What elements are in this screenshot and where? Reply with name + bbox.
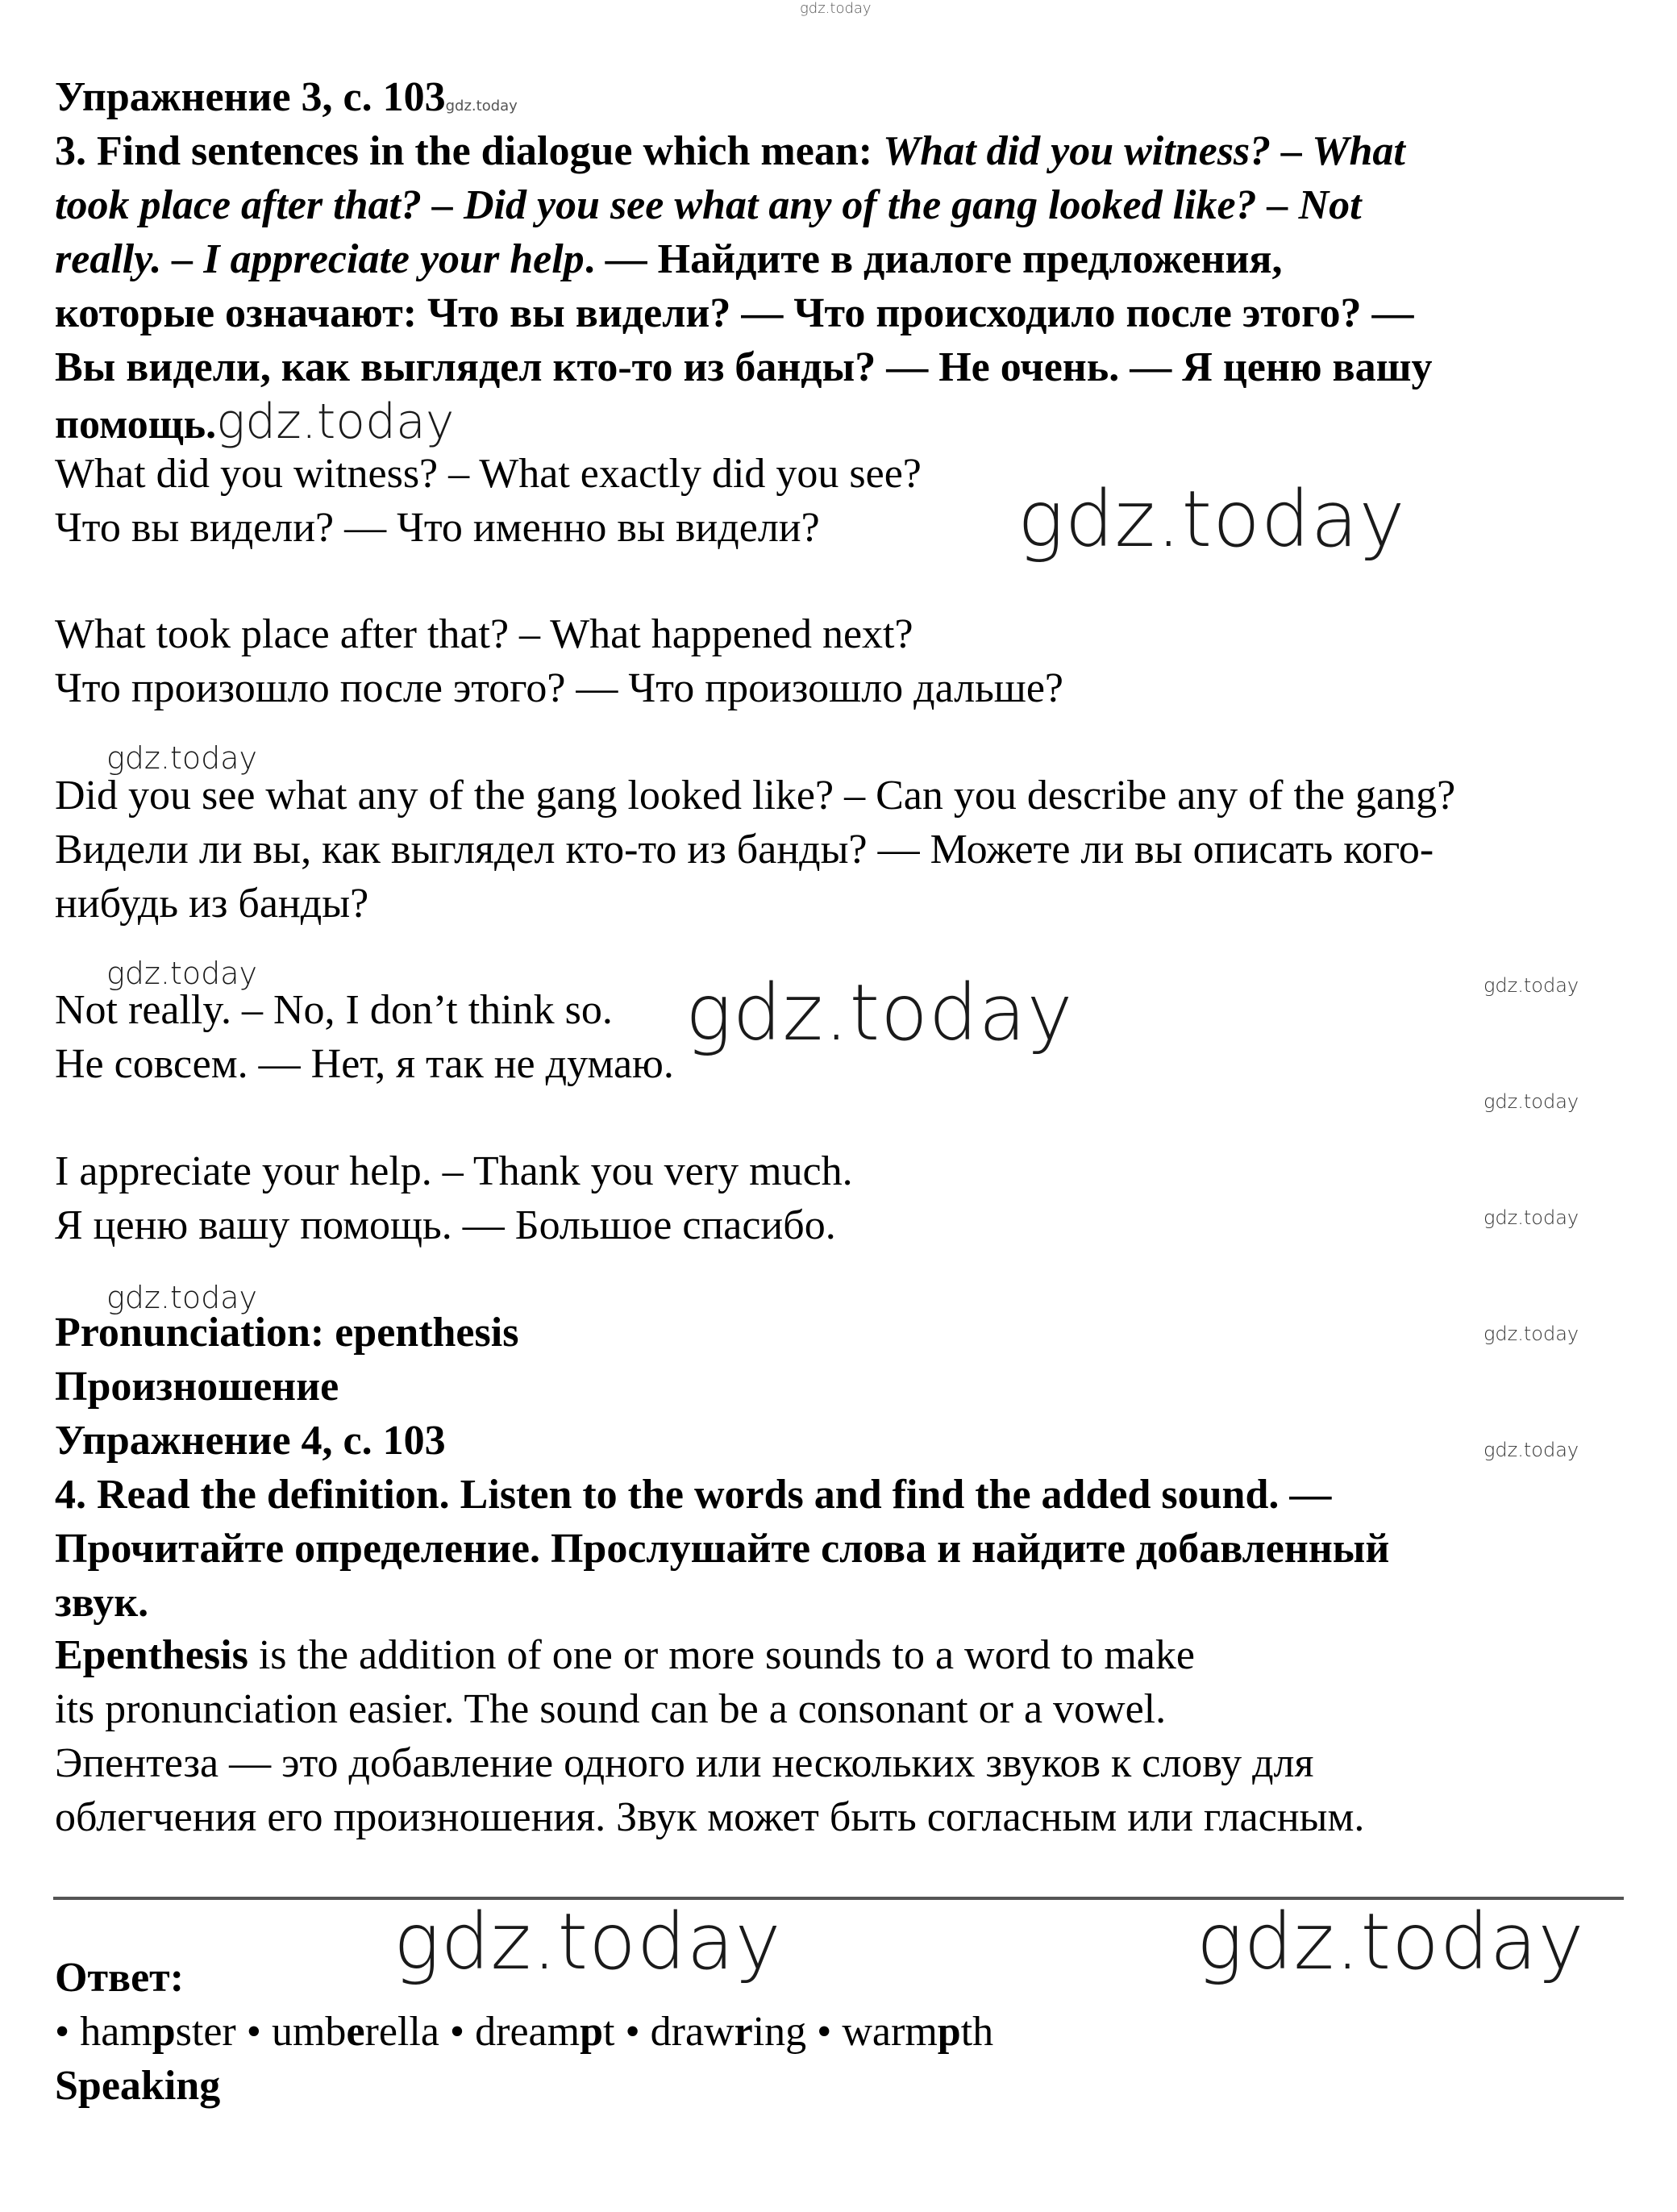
answer-word: • hampster	[55, 2009, 236, 2055]
inline-watermark: gdz.today	[216, 394, 455, 450]
pair-3-ru-cont: нибудь из банды?	[55, 881, 369, 927]
exercise3-task-line1: 3. Find sentences in the dialogue which mean: What did you witness? – What	[55, 128, 1405, 174]
exercise3-task-line2: took place after that? – Did you see what any of the gang looked like? – Not	[55, 182, 1362, 228]
pair-1-en: What did you witness? – What exactly did you see?	[55, 451, 922, 497]
exercise3-task-line4: которые означают: Что вы видели? — Что происходило после этого? —	[55, 290, 1414, 336]
watermark-large-3: gdz.today	[393, 1897, 782, 1987]
watermark-medium-1: gdz.today	[106, 740, 257, 776]
watermark-large-1: gdz.today	[1017, 474, 1406, 564]
pronunciation-title-ru: Произношение	[55, 1364, 339, 1410]
exercise4-task-line3: звук.	[55, 1580, 149, 1626]
answer-word: • drawring	[625, 2009, 807, 2055]
pair-5-en: I appreciate your help. – Thank you very much.	[55, 1148, 853, 1194]
answer-label: Ответ:	[55, 1955, 185, 2001]
speaking-heading: Speaking	[55, 2063, 221, 2109]
definition-term: Epenthesis	[55, 1632, 248, 1678]
answer-words	[55, 2007, 993, 2057]
watermark-small-4: gdz.today	[1484, 1323, 1579, 1345]
exercise3-task-line3: really. – I appreciate your help. — Найдите в диалоге предложения,	[55, 236, 1283, 282]
pair-2-ru: Что произошло после этого? — Что произошло дальше?	[55, 665, 1063, 711]
pair-3-ru: Видели ли вы, как выглядел кто-то из банды? — Можете ли вы описать кого-	[55, 827, 1434, 873]
pair-5-ru: Я ценю вашу помощь. — Большое спасибо.	[55, 1202, 836, 1248]
exercise3-heading: Упражнение 3, с. 103gdz.today	[55, 74, 518, 120]
watermark-medium-3: gdz.today	[106, 1280, 257, 1315]
pair-2-en: What took place after that? – What happened next?	[55, 611, 913, 657]
heading-site-tag: gdz.today	[445, 98, 518, 115]
exercise3-task-line6: помощь.gdz.today	[55, 394, 455, 450]
answer-word: • umberella	[246, 2009, 439, 2055]
definition-line2: its pronunciation easier. The sound can be a consonant or a vowel.	[55, 1686, 1167, 1732]
pair-3-en: Did you see what any of the gang looked like? – Can you describe any of the gang?	[55, 773, 1456, 819]
watermark-small-1: gdz.today	[1484, 974, 1579, 997]
watermark-small-5: gdz.today	[1484, 1439, 1579, 1461]
definition-ru-line1: Эпентеза — это добавление одного или нескольких звуков к слову для	[55, 1740, 1314, 1786]
exercise4-task-line1: 4. Read the definition. Listen to the words and find the added sound. —	[55, 1472, 1332, 1518]
pronunciation-title: Pronunciation: epenthesis	[55, 1310, 519, 1356]
pair-1-ru: Что вы видели? — Что именно вы видели?	[55, 505, 820, 551]
pair-4-en: Not really. – No, I don’t think so.	[55, 987, 613, 1033]
answer-word: • dreampt	[449, 2009, 615, 2055]
exercise4-task-line2: Прочитайте определение. Прослушайте слова и найдите добавленный	[55, 1526, 1390, 1572]
exercise3-task-line5: Вы видели, как выглядел кто-то из банды? — Не очень. — Я ценю вашу	[55, 344, 1433, 390]
definition-line1: Epenthesis is the addition of one or more sounds to a word to make	[55, 1632, 1195, 1678]
watermark-small-2: gdz.today	[1484, 1090, 1579, 1113]
exercise4-heading: Упражнение 4, с. 103	[55, 1418, 446, 1464]
pair-4-ru: Не совсем. — Нет, я так не думаю.	[55, 1041, 674, 1087]
top-site-tag: gdz.today	[800, 0, 872, 17]
watermark-large-2: gdz.today	[685, 968, 1074, 1058]
answer-word: • warmpth	[817, 2009, 994, 2055]
watermark-medium-2: gdz.today	[106, 956, 257, 991]
watermark-small-3: gdz.today	[1484, 1206, 1579, 1229]
definition-ru-line2: облегчения его произношения. Звук может быть согласным или гласным.	[55, 1794, 1365, 1840]
watermark-large-4: gdz.today	[1196, 1897, 1585, 1987]
